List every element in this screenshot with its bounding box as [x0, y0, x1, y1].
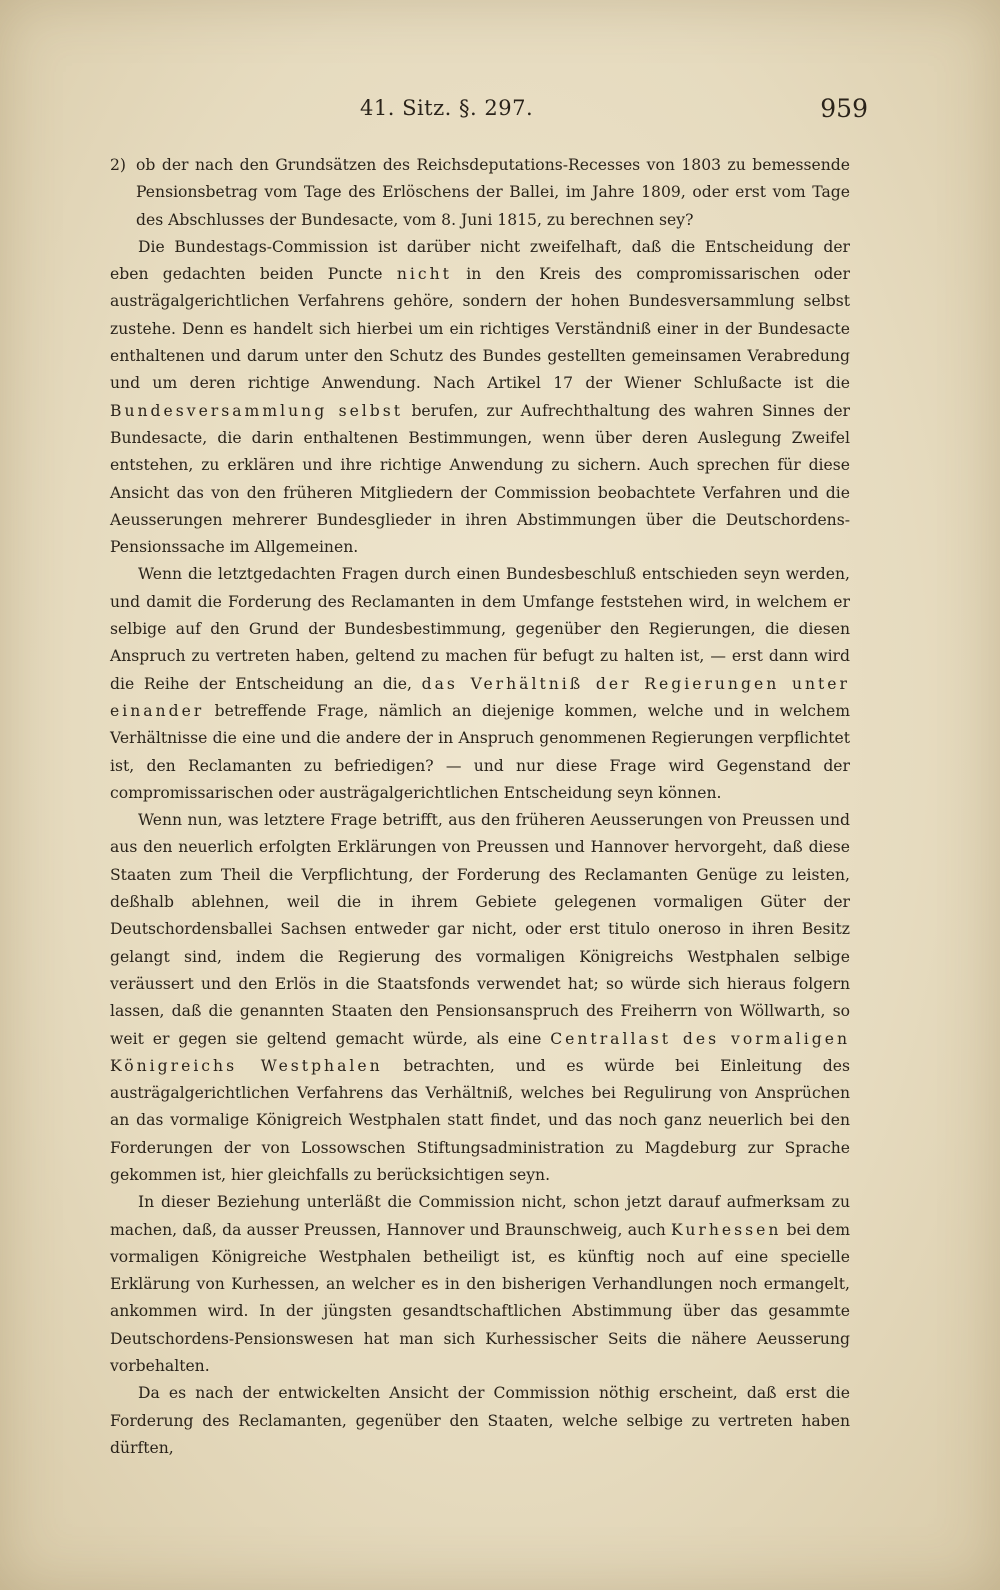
page-number: 959: [820, 94, 868, 123]
item-marker: 2): [110, 156, 127, 174]
emphasis-bundesversammlung: Bundesversammlung selbst: [110, 401, 404, 420]
emphasis-centrallast: Centrallast des vormaligen Königreichs Westphalen: [110, 1029, 850, 1075]
text-run: Wenn nun, was letztere Frage betrifft, aus den früheren Aeusserungen von Preussen und aus den neuerlich erfolgten Erklärungen von Preussen und Hannover hervorgeht, daß diese Staaten zum Theil die Verpflichtung, der Forderung des Reclamanten Genüge zu leisten, deßhalb ablehnen, weil die in ihrem Gebiete gelegenen vormaligen Güter der Deutschordensballei Sachsen entweder gar nicht, oder erst titulo oneroso in ihren Besitz gelangt sind, indem die Regierung des vormaligen Königreichs Westphalen selbige veräussert und den Erlös in die Staatsfonds verwendet hat; so würde sich hieraus folgern lassen, daß die genannten Staaten den Pensionsanspruch des Freiherrn von Wöllwarth, so weit er gegen sie geltend gemacht würde, als eine: [110, 811, 850, 1048]
paragraph-federal-decision: [110, 561, 850, 807]
emphasis-verhaeltniss: das Verhältniß der Regierungen unter einander: [110, 674, 850, 720]
body-text: [110, 152, 850, 1462]
page-header: [60, 94, 868, 128]
paragraph-kurhessen: [110, 1189, 850, 1380]
emphasis-kurhessen: Kurhessen: [671, 1220, 782, 1239]
text-run: Da es nach der entwickelten Ansicht der Commission nöthig erscheint, daß erst die Forderung des Reclamanten, gegenüber den Staaten, welche selbige zu vertreten haben dürften,: [110, 1384, 850, 1457]
text-run: berufen, zur Aufrechthaltung des wahren Sinnes der Bundesacte, die darin enthaltenen Bestimmungen, wenn über deren Auslegung Zweifel entstehen, zu erklären und ihre richtige Anwendung zu sichern. Auch sprechen für diese Ansicht das von den früheren Mitgliedern der Commission beobachtete Verfahren und die Aeusserungen mehrerer Bundesglieder in ihren Abstimmungen über die Deutschordens-Pensionssache im Allgemeinen.: [110, 401, 850, 557]
item-text: ob der nach den Grundsätzen des Reichsdeputations-Recesses von 1803 zu bemessende Pensionsbetrag vom Tage des Erlöschens der Ballei, im Jahre 1809, oder erst vom Tage des Abschlusses der Bundesacte, vom 8. Juni 1815, zu berechnen sey?: [136, 156, 850, 229]
paragraph-prussia-hanover: [110, 807, 850, 1189]
text-run: In dieser Beziehung unterläßt die Commission nicht, schon jetzt darauf aufmerksam zu machen, daß, da ausser Preussen, Hannover und Braunschweig, auch: [110, 1193, 850, 1239]
text-run: in den Kreis des compromissarischen oder austrägalgerichtlichen Verfahrens gehöre, sondern der hohen Bundesversammlung selbst zustehe. Denn es handelt sich hierbei um ein richtiges Verständniß einer in der Bundesacte enthaltenen und darum unter den Schutz des Bundes gestellten gemeinsamen Verabredung und um deren richtige Anwendung. Nach Artikel 17 der Wiener Schlußacte ist die: [110, 265, 850, 393]
text-run: Die Bundestags-Commission ist darüber nicht zweifelhaft, daß die Entscheidung der eben gedachten beiden Puncte: [110, 237, 850, 284]
text-run: betrachten, und es würde bei Einleitung des austrägalgerichtlichen Verfahrens das Verhältniß, welches bei Regulirung von Ansprüchen an das vormalige Königreich Westphalen statt findet, und das noch ganz neuerlich bei den Forderungen der von Lossowschen Stiftungsadministration zu Magdeburg zur Sprache gekommen ist, hier gleichfalls zu berücksichtigen seyn.: [110, 1056, 850, 1184]
emphasis-nicht: nicht: [396, 265, 452, 284]
paragraph-continuation: [110, 1380, 850, 1462]
paragraph-commission-competence: [110, 234, 850, 562]
text-run: Wenn die letztgedachten Fragen durch einen Bundesbeschluß entschieden seyn werden, und damit die Forderung des Reclamanten in dem Umfange feststehen wird, in welchem er selbige auf den Grund der Bundesbestimmung, gegenüber den Regierungen, die diesen Anspruch zu vertreten haben, geltend zu machen für befugt zu halten ist, — erst dann wird die Reihe der Entscheidung an die,: [110, 565, 850, 693]
running-head: 41. Sitz. §. 297.: [360, 96, 534, 120]
text-run: bei dem vormaligen Königreiche Westphalen betheiligt ist, es künftig noch auf eine specielle Erklärung von Kurhessen, an welcher es in den bisherigen Verhandlungen noch ermangelt, ankommen wird. In der jüngsten gesandtschaftlichen Abstimmung über das gesammte Deutschordens-Pensionswesen hat man sich Kurhessischer Seits die nähere Aeusserung vorbehalten.: [110, 1220, 851, 1376]
enumerated-question-2: [110, 152, 850, 234]
text-run: betreffende Frage, nämlich an diejenige kommen, welche und in welchem Verhältnisse die eine und die andere der in Anspruch genommenen Regierungen verpflichtet ist, den Reclamanten zu befriedigen? — und nur diese Frage wird Gegenstand der compromissarischen oder austrägalgerichtlichen Entscheidung seyn können.: [110, 701, 850, 802]
